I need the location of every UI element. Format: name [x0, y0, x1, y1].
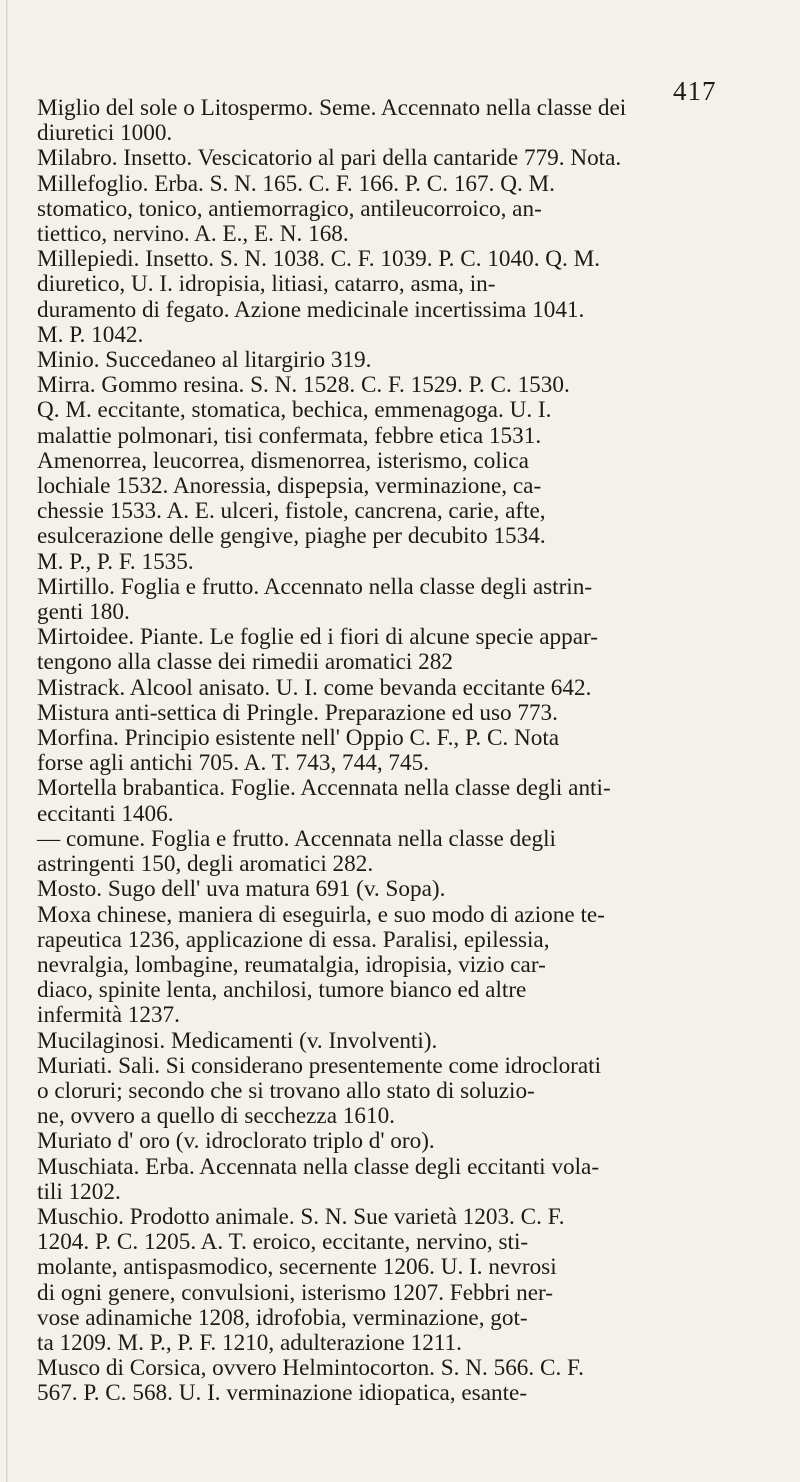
index-entry: [37, 96, 772, 146]
index-entry: [37, 172, 772, 248]
index-entry: [37, 625, 772, 675]
entry-line: forse agli antichi 705. A. T. 743, 744, 745.: [37, 750, 429, 777]
entry-line: Muriati. Sali. Si considerano presentemente come idroclorati: [37, 1052, 602, 1079]
index-entry: [37, 247, 772, 348]
entry-line: Minio. Succedaneo al litargirio 319.: [37, 347, 372, 374]
entry-line: vose adinamiche 1208, idrofobia, verminazione, got-: [37, 1304, 528, 1331]
entry-line: Millepiedi. Insetto. S. N. 1038. C. F. 1039. P. C. 1040. Q. M.: [37, 246, 601, 273]
index-entry: [37, 575, 772, 625]
index-entry: [37, 1054, 772, 1130]
entry-line: — comune. Foglia e frutto. Accennata nella classe degli: [37, 825, 556, 852]
entry-line: genti 180.: [37, 599, 130, 626]
index-entry: [37, 676, 772, 701]
entry-line: rapeutica 1236, applicazione di essa. Paralisi, epilessia,: [37, 926, 550, 953]
entry-line: Mirtillo. Foglia e frutto. Accennato nella classe degli astrin-: [37, 573, 593, 600]
entry-line: chessie 1533. A. E. ulceri, fistole, cancrena, carie, afte,: [37, 498, 546, 525]
index-entry: [37, 1129, 772, 1154]
entry-line: Mucilaginosi. Medicamenti (v. Involventi).: [37, 1027, 438, 1054]
entry-line: M. P., P. F. 1535.: [37, 548, 194, 575]
entry-line: ta 1209. M. P., P. F. 1210, adulterazione 1211.: [37, 1329, 462, 1356]
entry-line: malattie polmonari, tisi confermata, febbre etica 1531.: [37, 422, 542, 449]
entry-line: nevralgia, lombagine, reumatalgia, idropisia, vizio car-: [37, 951, 546, 978]
entry-line: lochiale 1532. Anoressia, dispepsia, verminazione, ca-: [37, 473, 542, 500]
index-entry: [37, 776, 772, 826]
entry-line: Mirtoidee. Piante. Le foglie ed i fiori di alcune specie appar-: [37, 624, 598, 651]
entry-line: Mistura anti-settica di Pringle. Preparazione ed uso 773.: [37, 699, 558, 726]
entry-line: duramento di fegato. Azione medicinale incertissima 1041.: [37, 296, 585, 323]
entry-line: stomatico, tonico, antiemorragico, antileucorroico, an-: [37, 195, 542, 222]
entry-line: Mortella brabantica. Foglie. Accennata nella classe degli anti-: [37, 775, 611, 802]
entry-line: diuretici 1000.: [37, 120, 173, 147]
entry-line: Muschiata. Erba. Accennata nella classe degli eccitanti vola-: [37, 1153, 600, 1180]
index-entry: [37, 1356, 772, 1406]
entry-line: eccitanti 1406.: [37, 800, 174, 827]
entry-line: Morfina. Principio esistente nell' Oppio C. F., P. C. Nota: [37, 725, 560, 752]
entry-line: 567. P. C. 568. U. I. verminazione idiopatica, esante-: [37, 1380, 528, 1407]
index-entries: [37, 96, 772, 1407]
entry-line: Mirra. Gommo resina. S. N. 1528. C. F. 1529. P. C. 1530.: [37, 372, 570, 399]
entry-line: tengono alla classe dei rimedii aromatici 282: [37, 649, 453, 676]
entry-line: molante, antispasmodico, secernente 1206. U. I. nevrosi: [37, 1254, 557, 1281]
index-entry: [37, 903, 772, 1029]
entry-line: esulcerazione delle gengive, piaghe per decubito 1534.: [37, 523, 546, 550]
page-number: 417: [673, 76, 717, 106]
index-entry: [37, 348, 772, 373]
entry-line: Muriato d' oro (v. idroclorato triplo d' oro).: [37, 1128, 435, 1155]
page-edge: [6, 0, 8, 1482]
entry-line: Musco di Corsica, ovvero Helmintocorton. S. N. 566. C. F.: [37, 1355, 584, 1382]
entry-line: Amenorrea, leucorrea, dismenorrea, isterismo, colica: [37, 447, 529, 474]
entry-line: tiettico, nervino. A. E., E. N. 168.: [37, 221, 349, 248]
entry-line: o cloruri; secondo che si trovano allo stato di soluzio-: [37, 1077, 535, 1104]
entry-line: ne, ovvero a quello di secchezza 1610.: [37, 1103, 395, 1130]
entry-line: diuretico, U. I. idropisia, litiasi, catarro, asma, in-: [37, 271, 496, 298]
entry-line: di ogni genere, convulsioni, isterismo 1207. Febbri ner-: [37, 1279, 554, 1306]
index-entry: [37, 1029, 772, 1054]
index-entry: [37, 827, 772, 877]
index-entry: [37, 373, 772, 575]
index-entry: [37, 1205, 772, 1356]
index-entry: [37, 1155, 772, 1205]
entry-line: Millefoglio. Erba. S. N. 165. C. F. 166. P. C. 167. Q. M.: [37, 170, 555, 197]
entry-line: Mistrack. Alcool anisato. U. I. come bevanda eccitante 642.: [37, 674, 592, 701]
entry-line: astringenti 150, degli aromatici 282.: [37, 851, 374, 878]
entry-line: infermità 1237.: [37, 1002, 180, 1029]
entry-line: Q. M. eccitante, stomatica, bechica, emmenagoga. U. I.: [37, 397, 552, 424]
index-entry: [37, 877, 772, 902]
entry-line: Mosto. Sugo dell' uva matura 691 (v. Sopa).: [37, 876, 446, 903]
entry-line: diaco, spinite lenta, anchilosi, tumore bianco ed altre: [37, 977, 527, 1004]
entry-line: Muschio. Prodotto animale. S. N. Sue varietà 1203. C. F.: [37, 1203, 565, 1230]
entry-line: Milabro. Insetto. Vescicatorio al pari della cantaride 779. Nota.: [37, 145, 622, 172]
index-entry: [37, 146, 772, 171]
index-entry: [37, 726, 772, 776]
entry-line: tili 1202.: [37, 1178, 121, 1205]
index-entry: [37, 701, 772, 726]
entry-line: 1204. P. C. 1205. A. T. eroico, eccitante, nervino, sti-: [37, 1229, 529, 1256]
entry-line: Moxa chinese, maniera di eseguirla, e suo modo di azione te-: [37, 901, 605, 928]
entry-line: Miglio del sole o Litospermo. Seme. Accennato nella classe dei: [37, 95, 627, 121]
entry-line: M. P. 1042.: [37, 321, 144, 348]
